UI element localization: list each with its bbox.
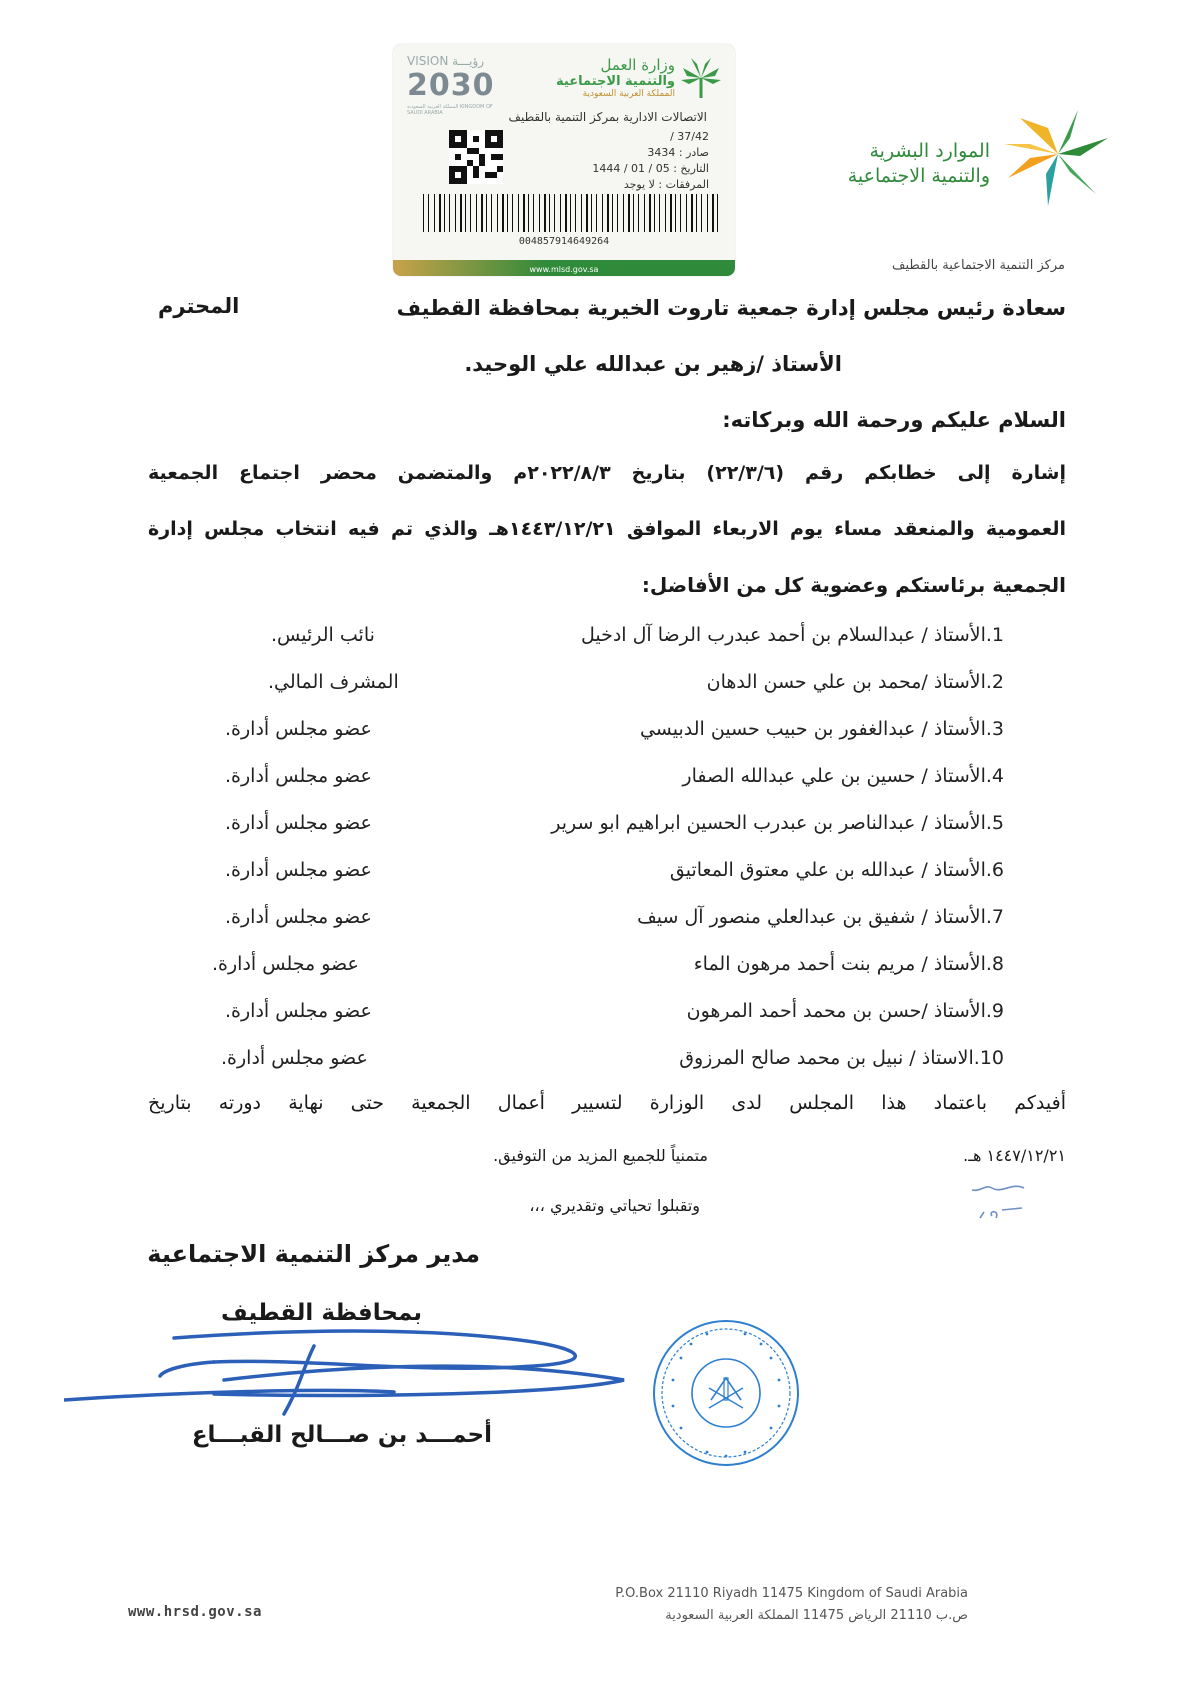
qr-code-icon	[449, 130, 503, 184]
vision-year: 2030	[407, 68, 495, 103]
signature-icon	[64, 1322, 634, 1422]
honorific: المحترم	[158, 294, 240, 318]
member-name: 4.الأستاذ / حسين بن علي عبدالله الصفار	[682, 765, 1004, 787]
barcode-icon	[423, 194, 719, 232]
member-name: 5.الأستاذ / عبدالناصر بن عبدرب الحسين ابراهيم ابو سرير	[551, 812, 1004, 834]
member-name: 7.الأستاذ / شفيق بن عبدالعلي منصور آل سيف	[637, 906, 1004, 928]
member-name: 3.الأستاذ / عبدالغفور بن حبيب حسين الدبيسي	[639, 718, 1004, 740]
addressee: سعادة رئيس مجلس إدارة جمعية تاروت الخيرية بمحافظة القطيف	[396, 296, 1066, 320]
member-name: 6.الأستاذ / عبدالله بن علي معتوق المعاتيق	[669, 859, 1004, 881]
wishes: متمنياً للجميع المزيد من التوفيق.	[493, 1146, 708, 1165]
greeting: السلام عليكم ورحمة الله وبركاته:	[722, 408, 1066, 432]
paragraph-line-2: العمومية والمنعقد مساء يوم الاربعاء الموافق ١٤٤٣/١٢/٢١هـ والذي تم فيه انتخاب مجلس إدارة	[148, 518, 1066, 540]
sticker-issued: صادر : 3434	[647, 146, 709, 159]
closing-line: أفيدكم باعتماد هذا المجلس لدى الوزارة لتسيير أعمال الجمعية حتى نهاية دورته بتاريخ	[148, 1092, 1066, 1114]
member-role: عضو مجلس أدارة.	[212, 953, 359, 975]
paragraph-line-3: الجمعية برئاستكم وعضوية كل من الأفاضل:	[641, 573, 1066, 597]
closing-date: ١٤٤٧/١٢/٢١ هـ.	[963, 1146, 1066, 1165]
center-name: مركز التنمية الاجتماعية بالقطيف	[892, 258, 1065, 273]
regards: وتقبلوا تحياتي وتقديري ،،،	[529, 1196, 700, 1215]
signatory-name: أحمـــد بن صـــالح القبـــاع	[191, 1422, 492, 1448]
member-role: عضو مجلس أدارة.	[225, 906, 372, 928]
member-role: عضو مجلس أدارة.	[225, 718, 372, 740]
member-name: 2.الأستاذ /محمد بن علي حسن الدهان	[706, 671, 1004, 693]
signatory-region: بمحافظة القطيف	[221, 1300, 422, 1326]
vision-label: VISION رؤيـــة	[407, 54, 485, 68]
sticker-url: www.mlsd.gov.sa	[529, 265, 599, 274]
member-name: 9.الأستاذ /حسن بن محمد أحمد المرهون	[686, 1000, 1004, 1022]
footer-address-en: P.O.Box 21110 Riyadh 11475 Kingdom of Saudi Arabia	[615, 1586, 968, 1601]
footer-website: www.hrsd.gov.sa	[128, 1604, 262, 1620]
member-name: 8.الأستاذ / مريم بنت أحمد مرهون الماء	[693, 953, 1004, 975]
palm-logo-icon	[677, 54, 725, 102]
footer-address-ar: ص.ب 21110 الرياض 11475 المملكة العربية السعودية	[665, 1608, 968, 1623]
member-role: نائب الرئيس.	[271, 624, 375, 646]
member-role: عضو مجلس أدارة.	[225, 1000, 372, 1022]
incoming-mail-sticker	[393, 44, 735, 276]
member-role: عضو مجلس أدارة.	[225, 859, 372, 881]
member-role: عضو مجلس أدارة.	[221, 1047, 368, 1069]
paragraph-line-1: إشارة إلى خطابكم رقم (٢٢/٣/٦) بتاريخ ٢٠٢٢/٨/٣م والمتضمن محضر اجتماع الجمعية	[148, 462, 1066, 484]
member-role: المشرف المالي.	[268, 671, 399, 693]
ministry-star-icon	[1000, 108, 1112, 208]
signatory-title: مدير مركز التنمية الاجتماعية	[147, 1240, 480, 1268]
member-role: عضو مجلس أدارة.	[225, 765, 372, 787]
barcode-number: 004857914649264	[518, 236, 610, 247]
member-role: عضو مجلس أدارة.	[225, 812, 372, 834]
sticker-ministry: وزارة العمل والتنمية الاجتماعية المملكة العربية السعودية	[556, 56, 675, 99]
sticker-date: التاريخ : 05 / 01 / 1444	[592, 162, 709, 175]
ministry-logo	[812, 108, 1112, 218]
recipient: الأستاذ /زهير بن عبدالله علي الوحيد.	[464, 352, 842, 376]
member-name: 10.الاستاذ / نبيل بن محمد صالح المرزوق	[679, 1047, 1004, 1069]
member-name: 1.الأستاذ / عبدالسلام بن أحمد عبدرب الرضا آل ادخيل	[580, 624, 1004, 646]
handwritten-note-icon	[962, 1178, 1032, 1228]
sticker-attachments: المرفقات : لا يوجد	[623, 178, 709, 191]
sticker-ref: / 37/42	[670, 130, 709, 143]
official-seal-icon	[651, 1318, 801, 1468]
ministry-name-line1: الموارد البشرية	[869, 140, 990, 162]
sticker-department: الاتصالات الادارية بمركز التنمية بالقطيف	[508, 110, 707, 124]
ministry-name-line2: والتنمية الاجتماعية	[847, 165, 990, 187]
vision-subtitle: المملكة العربية السعودية KINGDOM OF SAUDI ARABIA	[407, 104, 493, 116]
